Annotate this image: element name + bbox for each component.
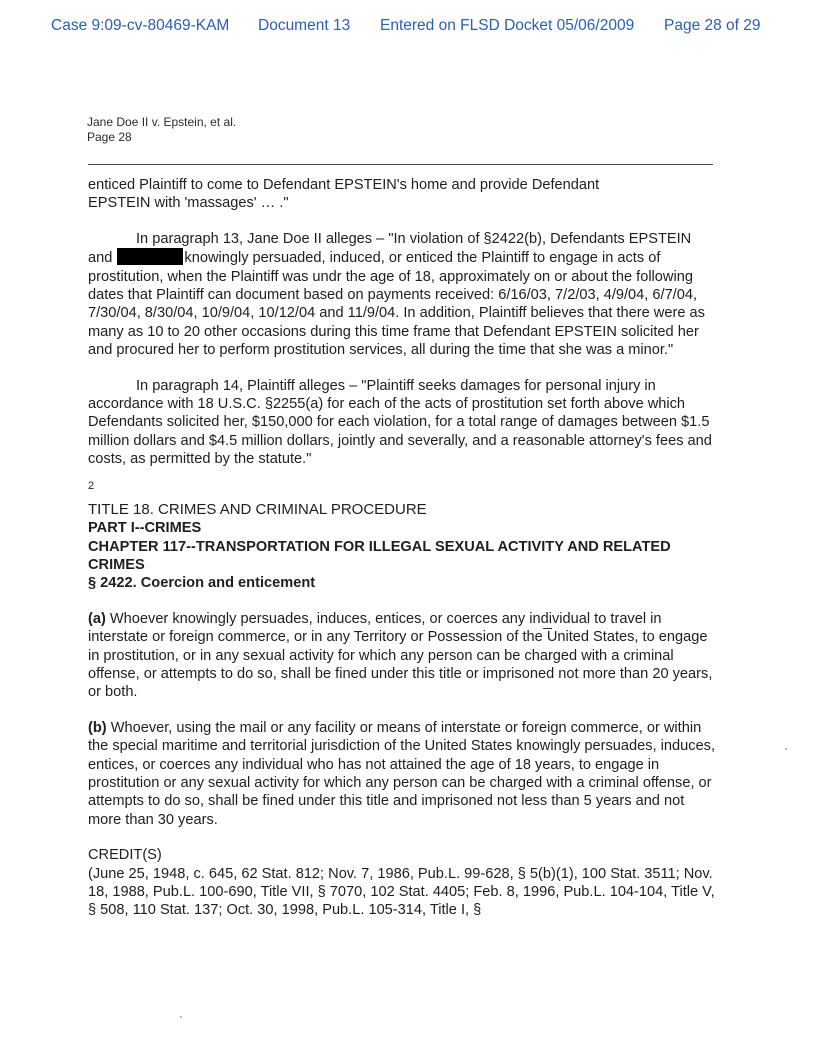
page-number: Page 28 [87, 130, 132, 144]
docket-entry-date: Entered on FLSD Docket 05/06/2009 [380, 17, 635, 34]
statute-chapter: CHAPTER 117--TRANSPORTATION FOR ILLEGAL SEXUAL ACTIVITY AND RELATED CRIMES [88, 538, 671, 573]
subsection-b: (b) Whoever, using the mail or any facility or means of interstate or foreign commerce, or within the special maritime and territorial jurisdiction of the United States knowingly persuades, induces, entices, or coerces any individual who has not attained the age of 18 years, to engage in prostitution or any sexual activity for which any person can be charged with a criminal offense, or attempts to do so, shall be fined under this title and imprisoned not less than 5 years and not more than 30 years. [88, 719, 716, 828]
page-header [87, 115, 236, 145]
case-number: Case 9:09-cv-80469-KAM [51, 17, 230, 34]
credits: CREDIT(S) (June 25, 1948, c. 645, 62 Stat. 812; Nov. 7, 1986, Pub.L. 99-628, § 5(b)(1), 100 Stat. 3511; Nov. 18, 1988, Pub.L. 100-690, Title VII, § 7070, 102 Stat. 4405; Feb. 8, 1996, Pub.L. 104-104, Title V, § 508, 110 Stat. 137; Oct. 30, 1998, Pub.L. 105-314, Title I, § [88, 847, 715, 919]
page-count: Page 28 of 29 [664, 17, 761, 34]
statute-section: § 2422. Coercion and enticement [88, 575, 316, 592]
redaction-box [117, 248, 183, 265]
document-body [88, 176, 718, 920]
scan-speck [785, 748, 787, 750]
paragraph-continued: enticed Plaintiff to come to Defendant EPSTEIN's home and provide Defendant EPSTEIN with 'massages' … ." [88, 177, 600, 212]
paragraph-13: In paragraph 13, Jane Doe II alleges – "In violation of §2422(b), Defendants EPSTEIN and knowingly persuaded, induced, or enticed the Plaintiff to engage in acts of prostitution, when the Plaintiff was undr the age of 18, approximately on or about the following dates that Plaintiff can document based on payments received: 6/16/03, 7/2/03, 4/9/04, 6/7/04, 7/30/04, 8/30/04, 10/9/04, 10/12/04 and 11/9/04. In addition, Plaintiff believes that there were as many as 10 to 20 other occasions during this time frame that Defendant EPSTEIN solicited her and procured her to perform prostitution services, all during the time that she was a minor." [88, 230, 705, 359]
document-number: Document 13 [258, 17, 351, 34]
case-caption: Jane Doe II v. Epstein, et al. [87, 115, 237, 129]
statute-title: TITLE 18. CRIMES AND CRIMINAL PROCEDURE [88, 500, 427, 518]
scan-speck [180, 1016, 182, 1018]
paragraph-14: In paragraph 14, Plaintiff alleges – "Plaintiff seeks damages for personal injury in accordance with 18 U.S.C. §2255(a) for each of the acts of prostitution set forth above which Defendants solicited her, $150,000 for each violation, for a total range of damages between $1.5 million dollars and $4.5 million dollars, jointly and severally, and a reasonable attorney's fees and costs, as permitted by the statute." [88, 377, 712, 468]
statute-part: PART I--CRIMES [88, 520, 202, 537]
header-divider [88, 164, 713, 165]
footnote-marker: 2 [88, 479, 95, 492]
scan-mark [543, 628, 552, 629]
subsection-a: (a) Whoever knowingly persuades, induces, entices, or coerces any individual to travel in interstate or foreign commerce, or in any Territory or Possession of the United States, to engage in prostitution, or in any sexual activity for which any person can be charged with a criminal offense, or attempts to do so, shall be fined under this title or imprisoned not more than 20 years, or both. [88, 610, 713, 701]
